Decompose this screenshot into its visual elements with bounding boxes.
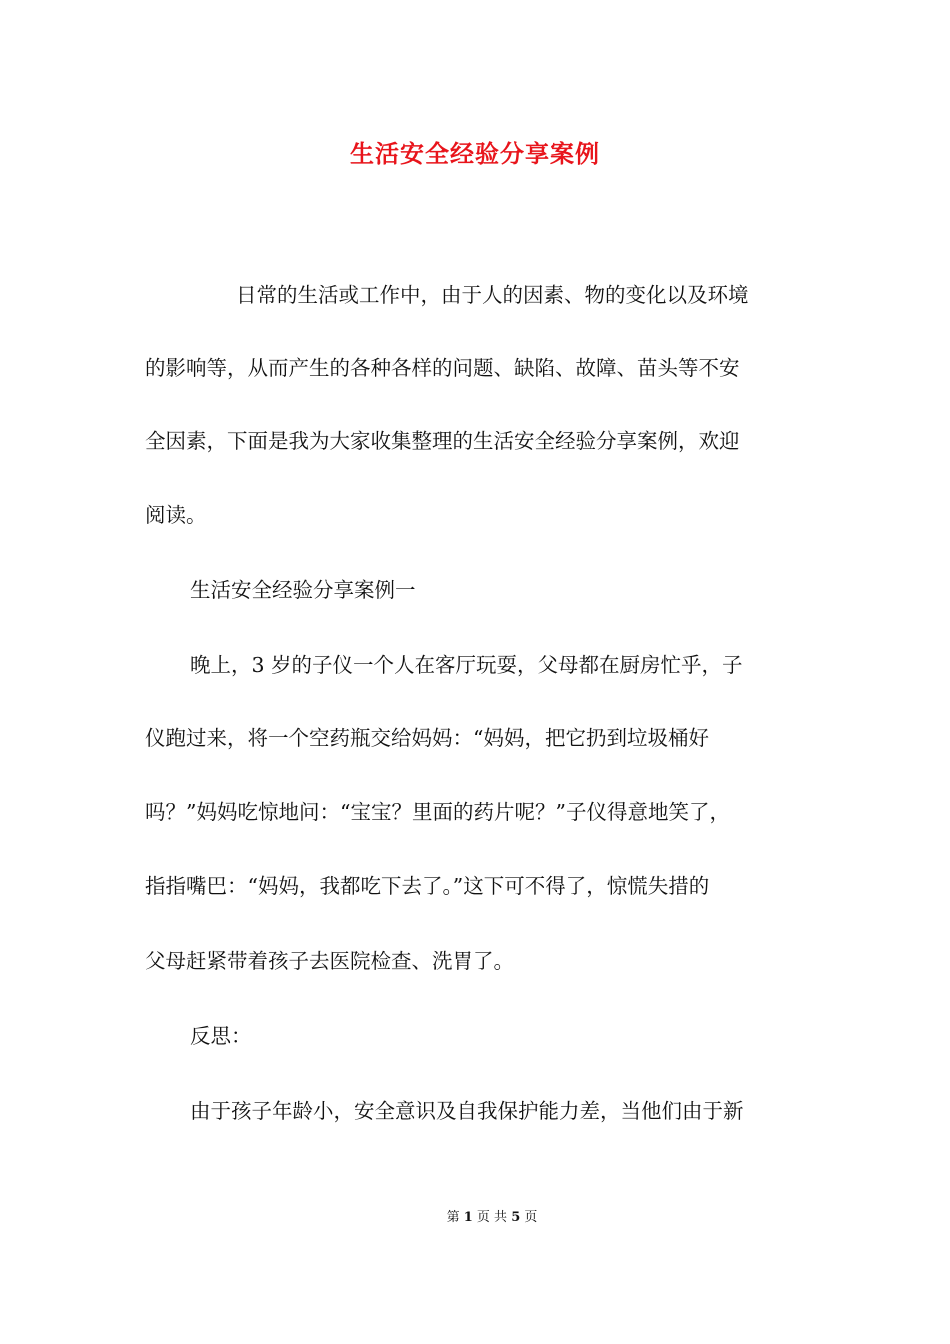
paragraph-line: 阅读。 — [145, 503, 207, 527]
paragraph-line: 的影响等，从而产生的各种各样的问题、缺陷、故障、苗头等不安 — [145, 356, 740, 380]
paragraph-line: 父母赶紧带着孩子去医院检查、洗胃了。 — [145, 949, 514, 973]
paragraph-line: 全因素，下面是我为大家收集整理的生活安全经验分享案例，欢迎 — [145, 429, 740, 453]
paragraph-line: 指指嘴巴：“妈妈，我都吃下去了。”这下可不得了，惊慌失措的 — [145, 874, 710, 898]
page-footer — [0, 1208, 950, 1228]
footer-prefix: 第 — [446, 1210, 460, 1225]
footer-page-number: 1 — [463, 1210, 473, 1225]
paragraph-line: 由于孩子年龄小，安全意识及自我保护能力差，当他们由于新 — [190, 1099, 744, 1123]
reflection-heading: 反思： — [190, 1024, 252, 1048]
paragraph-line: 吗？”妈妈吃惊地问：“宝宝？里面的药片呢？”子仪得意地笑了， — [145, 800, 730, 824]
section-heading: 生活安全经验分享案例一 — [190, 578, 416, 602]
paragraph-line: 仪跑过来，将一个空药瓶交给妈妈：“妈妈，把它扔到垃圾桶好 — [145, 726, 709, 750]
paragraph-line: 日常的生活或工作中，由于人的因素、物的变化以及环境 — [236, 283, 749, 307]
footer-total-pages: 5 — [511, 1210, 521, 1225]
paragraph-line: 晚上，3 岁的子仪一个人在客厅玩耍，父母都在厨房忙乎，子 — [190, 653, 743, 677]
footer-suffix: 页 — [524, 1210, 538, 1225]
footer-middle: 页 共 — [476, 1210, 508, 1225]
document-title: 生活安全经验分享案例 — [350, 139, 600, 168]
